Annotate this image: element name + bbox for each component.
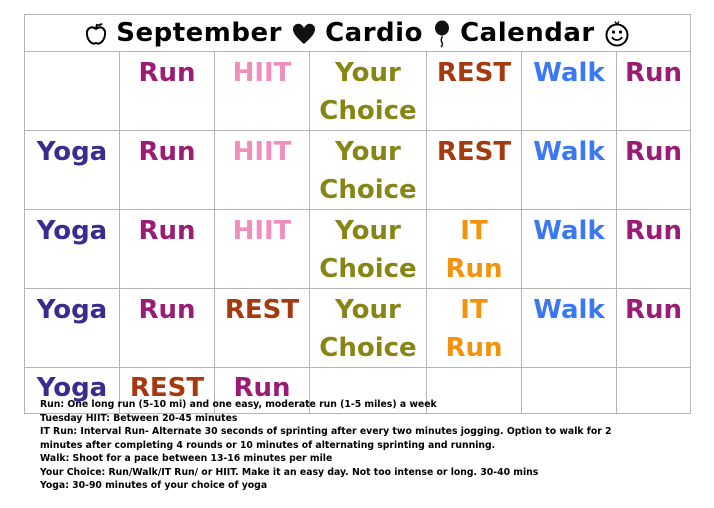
smiley-icon bbox=[604, 21, 630, 47]
page-title bbox=[85, 18, 631, 48]
activity-label bbox=[215, 131, 309, 171]
day-cell bbox=[120, 210, 215, 289]
activity-word: Yoga bbox=[36, 373, 108, 403]
activity-label bbox=[120, 289, 214, 329]
activity-word: Run bbox=[445, 333, 503, 363]
day-cell bbox=[310, 52, 427, 131]
activity-word: REST bbox=[224, 295, 300, 325]
title-calendar: Calendar bbox=[460, 18, 595, 48]
activity-label bbox=[215, 289, 309, 329]
day-cell bbox=[310, 289, 427, 368]
week-row bbox=[25, 289, 691, 368]
activity-word: Yoga bbox=[36, 295, 108, 325]
note-line: Run: One long run (5-10 mi) and one easy, moderate run (1-5 miles) a week bbox=[40, 399, 437, 410]
day-cell bbox=[25, 131, 120, 210]
activity-word: Run bbox=[138, 137, 196, 167]
activity-label bbox=[427, 52, 521, 92]
activity-word: Your bbox=[335, 137, 401, 167]
activity-word: Run bbox=[624, 295, 683, 325]
day-cell bbox=[617, 210, 691, 289]
activity-label bbox=[617, 210, 690, 250]
activity-word: HIIT bbox=[232, 58, 292, 88]
activity-word: REST bbox=[436, 58, 512, 88]
activity-label bbox=[215, 52, 309, 92]
note-line: Yoga: 30-90 minutes of your choice of yoga bbox=[40, 480, 268, 491]
day-cell bbox=[617, 52, 691, 131]
activity-word: Yoga bbox=[36, 137, 108, 167]
activity-word: Your bbox=[335, 216, 401, 246]
day-cell bbox=[25, 52, 120, 131]
activity-label bbox=[120, 131, 214, 171]
day-cell bbox=[120, 289, 215, 368]
activity-word: Walk bbox=[533, 295, 605, 325]
day-cell bbox=[310, 131, 427, 210]
activity-word: HIIT bbox=[232, 137, 292, 167]
activity-word: IT bbox=[460, 216, 488, 246]
day-cell bbox=[215, 131, 310, 210]
activity-label bbox=[427, 210, 521, 288]
activity-word: REST bbox=[436, 137, 512, 167]
activity-word: Run bbox=[624, 58, 683, 88]
balloon-icon bbox=[433, 20, 451, 48]
activity-word: Run bbox=[624, 216, 683, 246]
day-cell bbox=[522, 210, 617, 289]
note-line: Your Choice: Run/Walk/IT Run/ or HIIT. Make it an easy day. Not too intense or long. 30-40 mins bbox=[40, 466, 539, 478]
activity-word: Choice bbox=[319, 96, 417, 126]
title-cardio: Cardio bbox=[325, 18, 423, 48]
day-cell bbox=[120, 52, 215, 131]
day-cell bbox=[617, 131, 691, 210]
day-cell bbox=[120, 131, 215, 210]
activity-word: Run bbox=[445, 254, 503, 284]
activity-word: Run bbox=[138, 295, 196, 325]
activity-word: Choice bbox=[319, 333, 417, 363]
day-cell bbox=[215, 210, 310, 289]
day-cell bbox=[427, 210, 522, 289]
day-cell bbox=[427, 52, 522, 131]
activity-word: Your bbox=[335, 58, 401, 88]
activity-label bbox=[522, 210, 616, 250]
note-line: Walk: Shoot for a pace between 13-16 minutes per mile bbox=[40, 453, 333, 464]
note-line: IT Run: Interval Run- Alternate 30 seconds of sprinting after every two minutes jogging. Option to walk for 2 bbox=[40, 426, 612, 437]
apple-icon bbox=[85, 22, 107, 46]
day-cell bbox=[522, 289, 617, 368]
activity-label bbox=[522, 289, 616, 329]
activity-word: Yoga bbox=[36, 216, 108, 246]
activity-label bbox=[617, 52, 690, 92]
activity-word: REST bbox=[129, 373, 205, 403]
day-cell bbox=[617, 289, 691, 368]
day-cell bbox=[427, 131, 522, 210]
activity-label bbox=[617, 289, 690, 329]
day-cell bbox=[522, 131, 617, 210]
calendar-table bbox=[24, 14, 691, 414]
activity-label bbox=[25, 289, 119, 329]
week-row bbox=[25, 210, 691, 289]
day-cell bbox=[25, 210, 120, 289]
day-cell bbox=[427, 289, 522, 368]
week-row bbox=[25, 52, 691, 131]
activity-label bbox=[310, 289, 426, 367]
activity-label bbox=[310, 52, 426, 130]
note-line: minutes after completing 4 rounds or 10 minutes of alternating sprinting and running. bbox=[40, 439, 496, 451]
notes-section bbox=[40, 398, 700, 493]
activity-label bbox=[310, 210, 426, 288]
activity-label bbox=[215, 210, 309, 250]
activity-word: Run bbox=[138, 58, 196, 88]
note-line: Tuesday HIIT: Between 20-45 minutes bbox=[40, 412, 238, 424]
day-cell bbox=[522, 52, 617, 131]
activity-label bbox=[522, 52, 616, 92]
activity-word: Choice bbox=[319, 254, 417, 284]
activity-label bbox=[310, 131, 426, 209]
activity-label bbox=[427, 289, 521, 367]
activity-word: Your bbox=[335, 295, 401, 325]
day-cell bbox=[25, 289, 120, 368]
activity-label bbox=[25, 210, 119, 250]
day-cell bbox=[310, 210, 427, 289]
day-cell bbox=[215, 52, 310, 131]
activity-word: Run bbox=[138, 216, 196, 246]
activity-word: Choice bbox=[319, 175, 417, 205]
activity-label bbox=[522, 131, 616, 171]
activity-label bbox=[25, 131, 119, 171]
week-row bbox=[25, 131, 691, 210]
title-september: September bbox=[116, 18, 282, 48]
activity-word: Run bbox=[233, 373, 291, 403]
activity-word: Run bbox=[624, 137, 683, 167]
activity-word: HIIT bbox=[232, 216, 292, 246]
activity-label bbox=[617, 131, 690, 171]
day-cell bbox=[215, 289, 310, 368]
activity-label bbox=[120, 52, 214, 92]
activity-word: Walk bbox=[533, 58, 605, 88]
heart-icon bbox=[292, 23, 316, 45]
activity-label bbox=[427, 131, 521, 171]
activity-label bbox=[120, 210, 214, 250]
activity-word: Walk bbox=[533, 137, 605, 167]
activity-word: IT bbox=[460, 295, 488, 325]
title-row bbox=[25, 15, 691, 52]
activity-word: Walk bbox=[533, 216, 605, 246]
